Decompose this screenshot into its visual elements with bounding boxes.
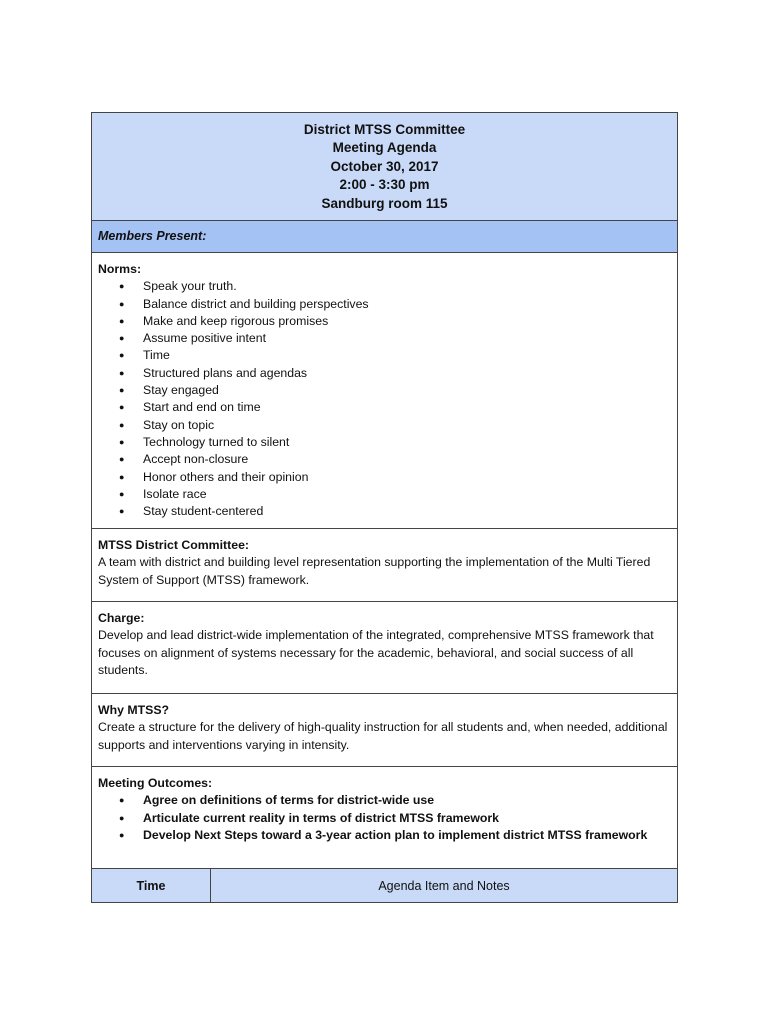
outcomes-section xyxy=(92,767,677,869)
outcome-item: ● Develop Next Steps toward a 3-year action plan to implement district MTSS framework xyxy=(98,827,671,844)
norms-title: Norms: xyxy=(98,262,142,276)
norms-list xyxy=(98,278,671,520)
norm-item: ● Structured plans and agendas xyxy=(98,365,671,382)
norm-item: ● Make and keep rigorous promises xyxy=(98,313,671,330)
why-mtss-title: Why MTSS? xyxy=(98,703,170,717)
norm-item: ● Start and end on time xyxy=(98,399,671,416)
outcomes-list xyxy=(98,792,671,844)
agenda-header xyxy=(92,113,677,221)
why-mtss-section xyxy=(92,694,677,767)
norm-item: ● Honor others and their opinion xyxy=(98,469,671,486)
meeting-location: Sandburg room 115 xyxy=(321,195,448,211)
mtss-committee-section xyxy=(92,529,677,602)
members-present-label: Members Present: xyxy=(98,229,207,243)
norm-item: ● Stay on topic xyxy=(98,417,671,434)
charge-title: Charge: xyxy=(98,611,145,625)
norm-item: ● Time xyxy=(98,347,671,364)
norm-item: ● Stay student-centered xyxy=(98,503,671,520)
agenda-document xyxy=(91,112,678,903)
members-present-row xyxy=(92,221,677,253)
norm-item: ● Technology turned to silent xyxy=(98,434,671,451)
committee-title: District MTSS Committee xyxy=(303,122,466,137)
norms-section xyxy=(92,253,677,529)
agenda-subtitle: Meeting Agenda xyxy=(332,140,437,156)
norm-item: ● Stay engaged xyxy=(98,382,671,399)
charge-section xyxy=(92,602,677,694)
meeting-date: October 30, 2017 xyxy=(330,158,439,174)
why-mtss-text: Create a structure for the delivery of high-quality instruction for all students and, when needed, additional supports and interventions varying in intensity. xyxy=(98,720,668,752)
norm-item: ● Accept non-closure xyxy=(98,451,671,468)
norm-item: ● Assume positive intent xyxy=(98,330,671,347)
norm-item: ● Isolate race xyxy=(98,486,671,503)
mtss-committee-title: MTSS District Committee: xyxy=(98,538,249,552)
agenda-item-column-header: Agenda Item and Notes xyxy=(378,878,510,893)
agenda-table-header xyxy=(92,869,677,902)
charge-text: Develop and lead district-wide implementation of the integrated, comprehensive MTSS framework that focuses on alignment of systems necessary for the academic, behavioral, and social success of all students. xyxy=(98,628,654,677)
norm-item: ● Balance district and building perspectives xyxy=(98,296,671,313)
outcome-item: ● Agree on definitions of terms for district-wide use xyxy=(98,792,671,809)
outcome-item: ● Articulate current reality in terms of district MTSS framework xyxy=(98,810,671,827)
mtss-committee-text: A team with district and building level representation supporting the implementation of the Multi Tiered System of Support (MTSS) framework. xyxy=(98,555,651,587)
outcomes-title: Meeting Outcomes: xyxy=(98,776,213,790)
norm-item: ● Speak your truth. xyxy=(98,278,671,295)
time-column-header: Time xyxy=(92,869,211,902)
meeting-time: 2:00 - 3:30 pm xyxy=(339,177,430,193)
